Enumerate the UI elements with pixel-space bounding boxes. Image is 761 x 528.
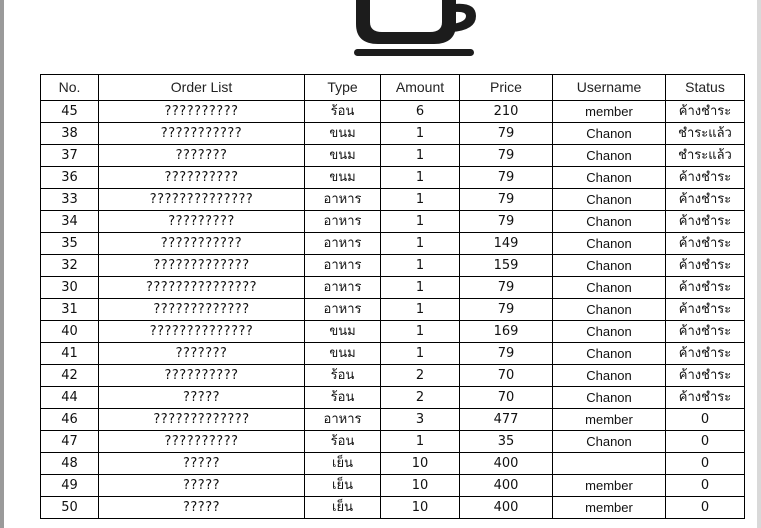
- cell-no: 33: [41, 189, 99, 211]
- cell-price: 169: [460, 321, 553, 343]
- cell-status: ค้างชำระ: [666, 233, 745, 255]
- cell-price: 35: [460, 431, 553, 453]
- column-header-order-list: Order List: [99, 75, 305, 101]
- cell-type: ร้อน: [305, 431, 381, 453]
- cell-status: 0: [666, 475, 745, 497]
- column-header-type: Type: [305, 75, 381, 101]
- cell-order-list: ?????????????: [99, 409, 305, 431]
- cell-price: 149: [460, 233, 553, 255]
- cell-price: 477: [460, 409, 553, 431]
- cell-type: อาหาร: [305, 189, 381, 211]
- cell-price: 210: [460, 101, 553, 123]
- cell-type: ขนม: [305, 321, 381, 343]
- table-row: [41, 387, 745, 409]
- column-header-price: Price: [460, 75, 553, 101]
- table-header-row: [41, 75, 745, 101]
- cell-no: 37: [41, 145, 99, 167]
- cell-order-list: ?????: [99, 387, 305, 409]
- page-border-right: [757, 0, 761, 528]
- cell-order-list: ??????????: [99, 167, 305, 189]
- cell-amount: 1: [381, 211, 460, 233]
- cell-order-list: ???????: [99, 145, 305, 167]
- cell-type: อาหาร: [305, 233, 381, 255]
- cell-status: ค้างชำระ: [666, 101, 745, 123]
- cell-username: Chanon: [553, 321, 666, 343]
- cell-type: ขนม: [305, 167, 381, 189]
- table-row: [41, 233, 745, 255]
- cell-username: Chanon: [553, 145, 666, 167]
- cell-status: ค้างชำระ: [666, 387, 745, 409]
- cell-amount: 1: [381, 321, 460, 343]
- cell-type: อาหาร: [305, 299, 381, 321]
- cell-type: เย็น: [305, 453, 381, 475]
- cell-price: 79: [460, 299, 553, 321]
- cell-order-list: ?????: [99, 475, 305, 497]
- cell-order-list: ???????????: [99, 233, 305, 255]
- cell-type: อาหาร: [305, 255, 381, 277]
- cell-type: ร้อน: [305, 101, 381, 123]
- cell-no: 38: [41, 123, 99, 145]
- cell-price: 79: [460, 123, 553, 145]
- page-border-left: [0, 0, 4, 528]
- cell-price: 400: [460, 475, 553, 497]
- cell-amount: 10: [381, 497, 460, 519]
- cell-username: Chanon: [553, 343, 666, 365]
- cell-price: 400: [460, 497, 553, 519]
- cell-status: ค้างชำระ: [666, 255, 745, 277]
- cell-amount: 1: [381, 299, 460, 321]
- cell-username: [553, 453, 666, 475]
- cell-status: ค้างชำระ: [666, 365, 745, 387]
- cell-order-list: ?????????????: [99, 255, 305, 277]
- cell-status: ค้างชำระ: [666, 211, 745, 233]
- cell-username: Chanon: [553, 431, 666, 453]
- table-row: [41, 145, 745, 167]
- cell-no: 46: [41, 409, 99, 431]
- cell-type: ร้อน: [305, 365, 381, 387]
- cell-no: 47: [41, 431, 99, 453]
- cell-username: Chanon: [553, 233, 666, 255]
- cell-no: 34: [41, 211, 99, 233]
- cell-order-list: ??????????????: [99, 189, 305, 211]
- cell-order-list: ?????: [99, 453, 305, 475]
- orders-table: [40, 74, 745, 519]
- coffee-cup-icon: [348, 0, 488, 62]
- cell-amount: 1: [381, 123, 460, 145]
- cell-price: 70: [460, 365, 553, 387]
- cell-amount: 1: [381, 167, 460, 189]
- cell-status: ค้างชำระ: [666, 277, 745, 299]
- cell-amount: 1: [381, 233, 460, 255]
- cell-username: member: [553, 101, 666, 123]
- table-row: [41, 365, 745, 387]
- cell-price: 400: [460, 453, 553, 475]
- cell-username: Chanon: [553, 365, 666, 387]
- cell-amount: 10: [381, 453, 460, 475]
- cell-amount: 1: [381, 431, 460, 453]
- cell-username: member: [553, 409, 666, 431]
- cell-amount: 1: [381, 145, 460, 167]
- cell-price: 79: [460, 145, 553, 167]
- cell-amount: 1: [381, 343, 460, 365]
- cell-price: 79: [460, 211, 553, 233]
- cell-no: 31: [41, 299, 99, 321]
- cell-order-list: ???????????????: [99, 277, 305, 299]
- column-header-amount: Amount: [381, 75, 460, 101]
- cell-type: อาหาร: [305, 409, 381, 431]
- cell-status: 0: [666, 453, 745, 475]
- cell-status: ชำระแล้ว: [666, 145, 745, 167]
- cell-no: 36: [41, 167, 99, 189]
- cell-no: 30: [41, 277, 99, 299]
- cell-amount: 10: [381, 475, 460, 497]
- table-row: [41, 343, 745, 365]
- cell-no: 41: [41, 343, 99, 365]
- cell-username: Chanon: [553, 277, 666, 299]
- cell-price: 159: [460, 255, 553, 277]
- cell-status: ค้างชำระ: [666, 189, 745, 211]
- cell-username: member: [553, 497, 666, 519]
- cell-status: ค้างชำระ: [666, 343, 745, 365]
- table-row: [41, 299, 745, 321]
- cell-status: 0: [666, 409, 745, 431]
- table-row: [41, 431, 745, 453]
- cell-no: 42: [41, 365, 99, 387]
- orders-table-body: [41, 101, 745, 519]
- cell-username: Chanon: [553, 211, 666, 233]
- cell-amount: 3: [381, 409, 460, 431]
- cell-username: Chanon: [553, 299, 666, 321]
- cell-no: 40: [41, 321, 99, 343]
- table-row: [41, 211, 745, 233]
- cell-username: Chanon: [553, 255, 666, 277]
- cell-type: อาหาร: [305, 211, 381, 233]
- cell-order-list: ?????????: [99, 211, 305, 233]
- cell-amount: 1: [381, 277, 460, 299]
- table-row: [41, 321, 745, 343]
- cell-type: ขนม: [305, 343, 381, 365]
- cell-price: 79: [460, 189, 553, 211]
- cell-order-list: ???????????: [99, 123, 305, 145]
- cell-type: ร้อน: [305, 387, 381, 409]
- cell-amount: 1: [381, 255, 460, 277]
- cell-type: เย็น: [305, 475, 381, 497]
- table-row: [41, 167, 745, 189]
- table-row: [41, 255, 745, 277]
- column-header-no: No.: [41, 75, 99, 101]
- cell-order-list: ??????????: [99, 431, 305, 453]
- cell-amount: 6: [381, 101, 460, 123]
- cell-no: 45: [41, 101, 99, 123]
- cell-amount: 2: [381, 365, 460, 387]
- cell-price: 70: [460, 387, 553, 409]
- cell-username: Chanon: [553, 123, 666, 145]
- cell-status: 0: [666, 431, 745, 453]
- table-row: [41, 101, 745, 123]
- cell-price: 79: [460, 167, 553, 189]
- table-row: [41, 409, 745, 431]
- column-header-status: Status: [666, 75, 745, 101]
- cell-no: 50: [41, 497, 99, 519]
- cell-type: อาหาร: [305, 277, 381, 299]
- cell-order-list: ??????????: [99, 101, 305, 123]
- cell-type: ขนม: [305, 145, 381, 167]
- table-row: [41, 497, 745, 519]
- cell-username: Chanon: [553, 387, 666, 409]
- cell-no: 49: [41, 475, 99, 497]
- cell-status: 0: [666, 497, 745, 519]
- table-row: [41, 453, 745, 475]
- cell-status: ค้างชำระ: [666, 167, 745, 189]
- cell-no: 44: [41, 387, 99, 409]
- table-row: [41, 123, 745, 145]
- cell-status: ค้างชำระ: [666, 321, 745, 343]
- cell-username: Chanon: [553, 189, 666, 211]
- cell-status: ค้างชำระ: [666, 299, 745, 321]
- cell-status: ชำระแล้ว: [666, 123, 745, 145]
- cell-amount: 2: [381, 387, 460, 409]
- cell-amount: 1: [381, 189, 460, 211]
- cell-no: 32: [41, 255, 99, 277]
- cell-type: เย็น: [305, 497, 381, 519]
- cell-order-list: ?????????????: [99, 299, 305, 321]
- cell-type: ขนม: [305, 123, 381, 145]
- cell-no: 35: [41, 233, 99, 255]
- cell-order-list: ?????: [99, 497, 305, 519]
- cell-price: 79: [460, 343, 553, 365]
- table-row: [41, 475, 745, 497]
- cell-no: 48: [41, 453, 99, 475]
- table-row: [41, 277, 745, 299]
- cell-price: 79: [460, 277, 553, 299]
- cell-username: Chanon: [553, 167, 666, 189]
- cell-order-list: ??????????: [99, 365, 305, 387]
- cell-order-list: ???????: [99, 343, 305, 365]
- cell-username: member: [553, 475, 666, 497]
- table-row: [41, 189, 745, 211]
- cell-order-list: ??????????????: [99, 321, 305, 343]
- column-header-username: Username: [553, 75, 666, 101]
